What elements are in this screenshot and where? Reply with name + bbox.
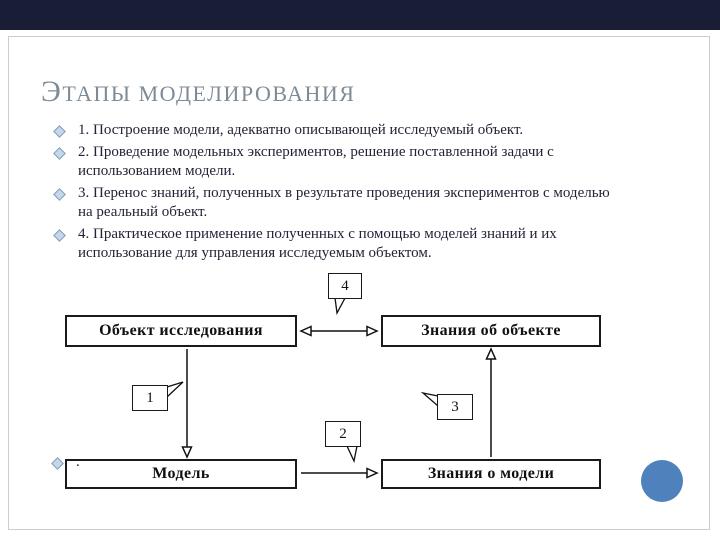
- box-knowledge-about-object: [381, 315, 601, 347]
- callout-step-2: 2: [325, 421, 361, 447]
- slide-area: [8, 36, 710, 530]
- down-arrow-icon: [183, 349, 192, 457]
- bullet-list: [55, 121, 611, 266]
- callout-3-tail-icon: [423, 393, 438, 406]
- box-label: Знания о модели: [427, 465, 555, 482]
- bullet-item: [55, 225, 611, 263]
- right-arrow-icon: [301, 469, 377, 478]
- bullet-item: [55, 121, 611, 140]
- bullet-diamond-icon: [53, 147, 66, 160]
- empty-bullet-item: [53, 453, 80, 472]
- bullet-diamond-icon: [53, 188, 66, 201]
- box-label: Объект исследования: [99, 322, 263, 339]
- bullet-diamond-icon: [53, 229, 66, 242]
- box-knowledge-about-model: [381, 459, 601, 489]
- accent-circle-decoration: [641, 460, 683, 502]
- callout-step-1: 1: [132, 385, 168, 411]
- callout-2-tail-icon: [347, 446, 357, 461]
- callout-step-3: 3: [437, 394, 473, 420]
- top-bar: [0, 0, 720, 30]
- double-arrow-icon: [301, 327, 377, 336]
- box-model: [65, 459, 297, 489]
- slide-title: ЭТАПЫ МОДЕЛИРОВАНИЯ: [41, 75, 356, 108]
- callout-4-tail-icon: [335, 298, 345, 313]
- bullet-text: 1. Построение модели, адекватно описывающей исследуемый объект.: [78, 122, 524, 138]
- callout-1-tail-icon: [167, 382, 183, 397]
- box-label: Модель: [152, 465, 210, 482]
- bullet-diamond-icon: [53, 125, 66, 138]
- bullet-diamond-icon: [51, 457, 64, 470]
- callout-step-4: 4: [328, 273, 362, 299]
- bullet-text: 3. Перенос знаний, полученных в результате проведения экспериментов с моделью на реальный объект.: [78, 185, 610, 220]
- bullet-text: .: [76, 454, 80, 470]
- bullet-text: 4. Практическое применение полученных с помощью моделей знаний и их использование для управления исследуемым объектом.: [78, 226, 557, 261]
- box-research-object: [65, 315, 297, 347]
- bullet-item: [55, 143, 611, 181]
- up-arrow-icon: [487, 349, 496, 457]
- bullet-text: 2. Проведение модельных экспериментов, решение поставленной задачи с использованием модели.: [78, 144, 554, 179]
- bullet-item: [55, 184, 611, 222]
- box-label: Знания об объекте: [421, 322, 561, 339]
